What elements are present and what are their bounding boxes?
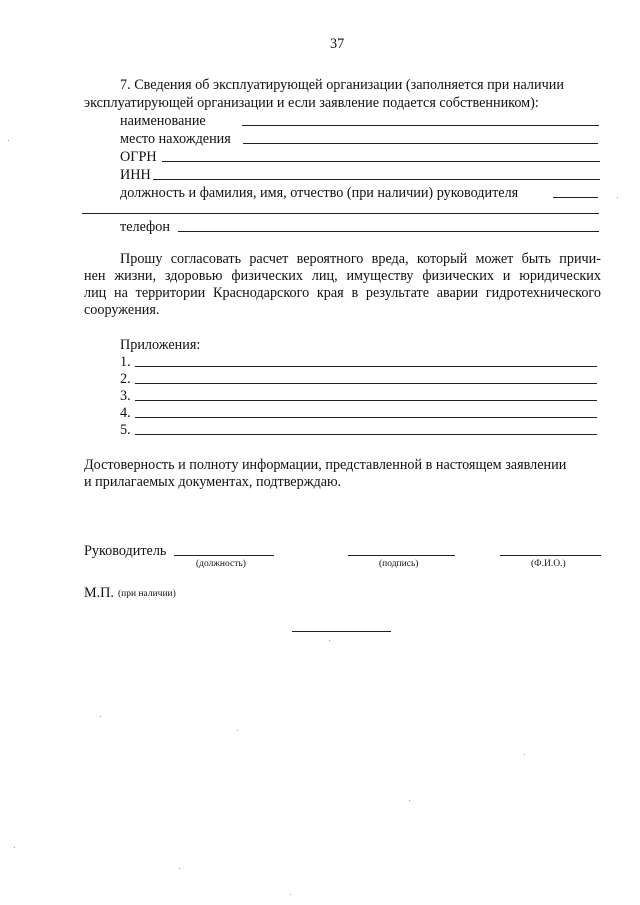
attachment-number: 2. <box>120 371 131 387</box>
scan-speck <box>8 140 9 141</box>
stamp-note: (при наличии) <box>118 589 176 599</box>
field-line-head-continued[interactable] <box>82 213 599 214</box>
signature-fio-caption: (Ф.И.О.) <box>531 559 566 569</box>
attachment-line-2[interactable] <box>135 383 597 384</box>
signature-sign-line[interactable] <box>348 555 455 556</box>
attachment-number: 5. <box>120 422 131 438</box>
attachment-number: 3. <box>120 388 131 404</box>
section7-heading-line2: эксплуатирующей организации и если заявление подается собственником): <box>84 95 539 111</box>
field-line-inn[interactable] <box>153 179 600 180</box>
scan-speck <box>617 197 618 198</box>
scan-speck <box>524 754 525 755</box>
field-line-location[interactable] <box>243 143 598 144</box>
request-line3: лиц на территории Краснодарского края в результате аварии гидротехнического <box>84 285 601 301</box>
confirmation-line2: и прилагаемых документах, подтверждаю. <box>84 474 342 490</box>
field-label-location: место нахождения <box>120 131 231 147</box>
scan-speck <box>100 716 101 717</box>
section7-heading-line1: 7. Сведения об эксплуатирующей организации (заполняется при наличии <box>120 77 564 93</box>
request-line1: Прошу согласовать расчет вероятного вреда, который может быть причи- <box>120 251 601 267</box>
signature-position-caption: (должность) <box>196 559 246 569</box>
attachment-line-3[interactable] <box>135 400 597 401</box>
field-line-head[interactable] <box>553 197 598 198</box>
scan-speck <box>237 730 238 731</box>
field-line-ogrn[interactable] <box>162 161 600 162</box>
signature-position-line[interactable] <box>174 555 274 556</box>
attachment-line-5[interactable] <box>135 434 597 435</box>
field-line-phone[interactable] <box>178 231 599 232</box>
scan-speck <box>179 868 180 869</box>
field-label-inn: ИНН <box>120 167 151 183</box>
attachment-line-4[interactable] <box>135 417 597 418</box>
scan-speck <box>14 847 15 848</box>
scan-speck <box>329 640 330 641</box>
field-label-head: должность и фамилия, имя, отчество (при наличии) руководителя <box>120 185 519 201</box>
page-number: 37 <box>330 36 345 52</box>
scan-speck <box>409 800 410 801</box>
stamp-label: М.П. <box>84 585 114 601</box>
signature-fio-line[interactable] <box>500 555 601 556</box>
field-label-phone: телефон <box>120 219 170 235</box>
request-line4: сооружения. <box>84 302 160 318</box>
field-label-ogrn: ОГРН <box>120 149 157 165</box>
attachment-number: 1. <box>120 354 131 370</box>
attachment-line-1[interactable] <box>135 366 597 367</box>
attachment-number: 4. <box>120 405 131 421</box>
attachments-label: Приложения: <box>120 337 201 353</box>
confirmation-line1: Достоверность и полноту информации, представленной в настоящем заявлении <box>84 457 567 473</box>
field-line-name[interactable] <box>242 125 599 126</box>
signature-sign-caption: (подпись) <box>379 559 419 569</box>
field-label-name: наименование <box>120 113 206 129</box>
closing-separator <box>292 631 391 632</box>
signature-label: Руководитель <box>84 543 167 559</box>
request-line2: нен жизни, здоровью физических лиц, имуществу физических и юридических <box>84 268 601 284</box>
scan-speck <box>290 894 291 895</box>
